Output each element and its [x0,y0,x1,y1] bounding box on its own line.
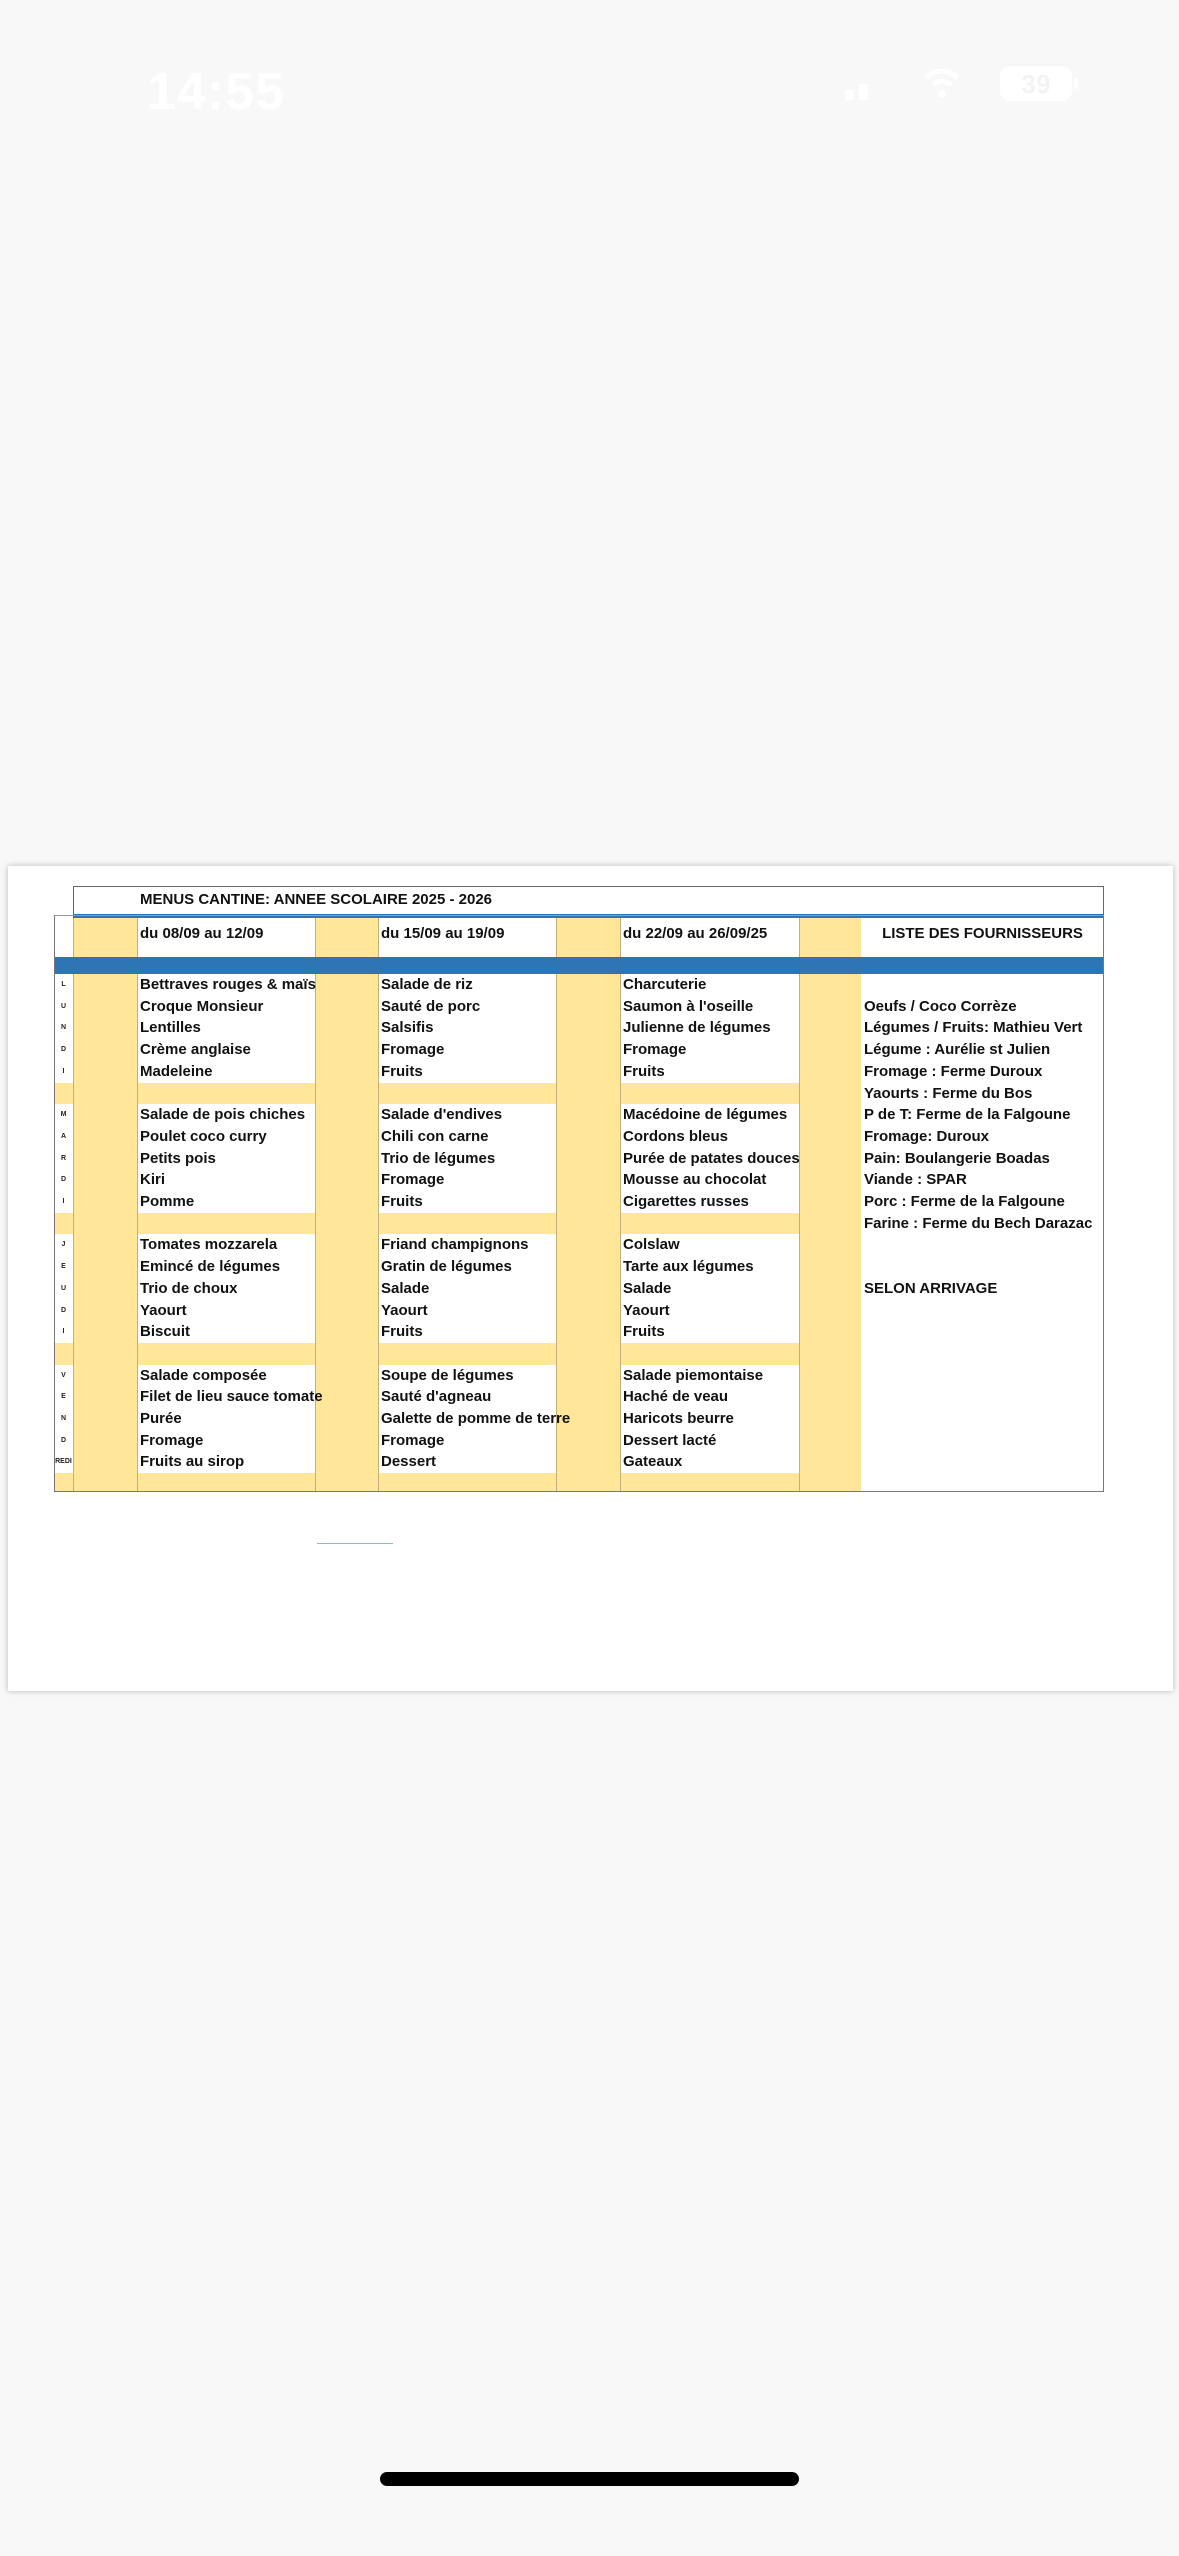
battery-level: 39 [1021,69,1051,99]
meal-item: Salade de pois chiches [140,1106,306,1124]
wifi-icon [924,66,960,100]
meal-item: Salade [381,1279,430,1297]
meal-item: Fruits [381,1062,423,1080]
day-letter: N [60,1415,67,1422]
meal-item: Lentilles [140,1019,201,1037]
supplier-item: Oeufs / Coco Corrèze [864,997,1017,1015]
meal-item: Fromage [381,1041,445,1059]
meal-item: Trio de légumes [381,1149,496,1167]
signal-icon [845,78,895,100]
meal-item: Macédoine de légumes [623,1106,788,1124]
meal-item: Julienne de légumes [623,1019,771,1037]
day-letter: L [61,981,66,988]
suppliers-header: LISTE DES FOURNISSEURS [882,925,1083,942]
meal-item: Gateaux [623,1453,683,1471]
meal-item: Salsifis [381,1019,434,1037]
meal-item: Bettraves rouges & maïs [140,976,316,993]
day-letter: D [60,1176,67,1184]
day-letter: M [60,1111,67,1119]
meal-item: Salade de riz [381,976,473,993]
supplier-item: Fromage : Ferme Duroux [864,1062,1043,1080]
supplier-item: SELON ARRIVAGE [864,1279,998,1297]
meal-item: Fruits [623,1323,665,1341]
title: MENUS CANTINE: ANNEE SCOLAIRE 2025 - 2026 [140,891,493,908]
meal-item: Salade piemontaise [623,1366,764,1384]
meal-item: Soupe de légumes [381,1366,514,1384]
meal-item: Cordons bleus [623,1127,729,1145]
supplier-item: Porc : Ferme de la Falgoune [864,1193,1065,1210]
meal-item: Saumon à l'oseille [623,997,754,1015]
supplier-item: Yaourts : Ferme du Bos [864,1084,1033,1102]
day-letter: E [61,1393,66,1401]
meal-item: Salade d'endives [381,1106,503,1124]
day-letter: I [62,1067,65,1075]
meal-item: Haché de veau [623,1388,729,1406]
meal-item: Fromage [623,1041,687,1059]
meal-item: Yaourt [623,1301,670,1319]
supplier-item: P de T: Ferme de la Falgoune [864,1106,1071,1124]
day-letter: REDI [55,1458,72,1466]
day-letter: N [60,1024,67,1032]
meal-item: Sauté d'agneau [381,1388,492,1406]
day-letter: I [62,1198,65,1205]
supplier-item: Fromage: Duroux [864,1127,990,1145]
day-letter: D [60,1046,67,1054]
meal-item: Trio de choux [140,1279,238,1297]
meal-item: Yaourt [140,1301,187,1319]
supplier-item: Légumes / Fruits: Mathieu Vert [864,1019,1083,1037]
week-header: du 15/09 au 19/09 [381,925,505,942]
meal-item: Tomates mozzarela [140,1236,278,1254]
status-time: 14:55 [147,63,285,121]
meal-item: Purée [140,1410,182,1427]
meal-item: Friand champignons [381,1236,529,1254]
day-letter: V [61,1371,66,1379]
meal-item: Fruits [381,1323,423,1341]
meal-item: Cigarettes russes [623,1193,749,1210]
meal-item: Fromage [381,1171,445,1189]
meal-item: Charcuterie [623,976,707,993]
meal-item: Filet de lieu sauce tomate [140,1388,323,1406]
meal-item: Gratin de légumes [381,1258,512,1276]
meal-item: Biscuit [140,1323,191,1341]
day-letter: J [61,1241,66,1249]
meal-item: Mousse au chocolat [623,1171,767,1189]
meal-item: Fruits au sirop [140,1453,245,1471]
meal-item: Colslaw [623,1236,680,1254]
meal-item: Fruits [381,1193,423,1210]
day-letter: D [60,1306,67,1314]
home-indicator[interactable] [380,2472,799,2486]
supplier-item: Farine : Ferme du Bech Darazac [864,1214,1093,1232]
day-letter: I [62,1328,65,1336]
meal-item: Haricots beurre [623,1410,734,1427]
meal-item: Fromage [140,1431,204,1449]
meal-item: Fromage [381,1431,445,1449]
week-header: du 22/09 au 26/09/25 [623,925,768,942]
meal-item: Salade composée [140,1366,267,1384]
meal-item: Petits pois [140,1149,216,1167]
day-letter: A [60,1132,67,1140]
supplier-item: Légume : Aurélie st Julien [864,1041,1051,1059]
week-header: du 08/09 au 12/09 [140,925,264,942]
meal-item: Poulet coco curry [140,1127,267,1145]
meal-item: Yaourt [381,1301,428,1319]
day-letter: R [60,1154,67,1162]
meal-item: Emincé de légumes [140,1258,281,1276]
meal-item: Dessert lacté [623,1431,717,1449]
meal-item: Dessert [381,1453,437,1471]
meal-item: Croque Monsieur [140,997,264,1015]
supplier-item: Pain: Boulangerie Boadas [864,1149,1050,1167]
meal-item: Sauté de porc [381,997,481,1015]
meal-item: Chili con carne [381,1127,489,1145]
meal-item: Kiri [140,1171,166,1189]
day-letter: U [60,1002,67,1010]
meal-item: Galette de pomme de terre [381,1410,571,1427]
meal-item: Tarte aux légumes [623,1258,754,1276]
day-letter: E [61,1263,66,1271]
supplier-item: Viande : SPAR [864,1171,967,1189]
battery-icon [1000,66,1078,101]
meal-item: Pomme [140,1193,195,1210]
day-letter: D [60,1436,67,1444]
meal-item: Purée de patates douces [623,1149,800,1167]
meal-item: Fruits [623,1062,665,1080]
footer-link[interactable] [317,1543,393,1544]
day-letter: U [60,1284,67,1292]
meal-item: Salade [623,1279,672,1297]
meal-item: Madeleine [140,1062,213,1080]
meal-item: Crème anglaise [140,1041,251,1059]
